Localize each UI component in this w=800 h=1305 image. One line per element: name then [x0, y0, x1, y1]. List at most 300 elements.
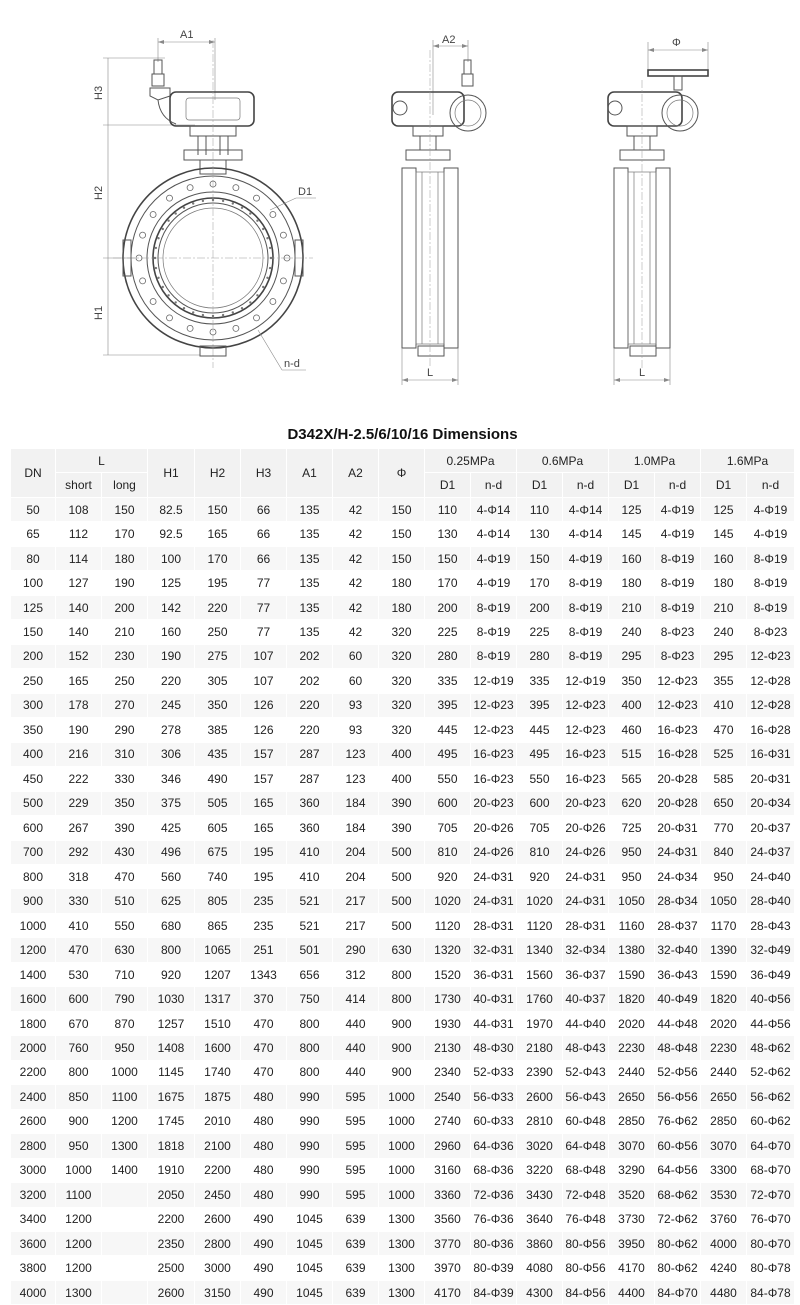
table-cell: 64-Φ56	[655, 1158, 701, 1182]
table-cell: 1730	[425, 987, 471, 1011]
table-cell: 60	[333, 644, 379, 668]
header-d1-06: D1	[517, 473, 563, 497]
bolt-hole	[140, 278, 146, 284]
table-cell: 800	[287, 1011, 333, 1035]
table-cell: 4-Φ19	[563, 546, 609, 570]
table-cell: 595	[333, 1183, 379, 1207]
table-cell: 1050	[609, 889, 655, 913]
table-cell: 3150	[195, 1280, 241, 1304]
table-cell: 400	[379, 742, 425, 766]
table-cell: 36-Φ37	[563, 962, 609, 986]
table-cell: 3360	[425, 1183, 471, 1207]
table-cell: 20-Φ37	[747, 816, 795, 840]
table-cell: 150	[379, 522, 425, 546]
table-cell: 190	[56, 718, 102, 742]
table-row	[11, 522, 795, 546]
table-row	[11, 962, 795, 986]
table-cell: 740	[195, 864, 241, 888]
label-l-middle: L	[427, 367, 434, 379]
table-cell: 210	[102, 620, 148, 644]
table-cell: 1818	[148, 1134, 195, 1158]
table-cell: 1200	[56, 1207, 102, 1231]
table-cell: 12-Φ28	[747, 693, 795, 717]
table-cell: 440	[333, 1060, 379, 1084]
table-cell: 16-Φ23	[563, 742, 609, 766]
table-cell: 50	[11, 497, 56, 521]
table-cell: 245	[148, 693, 195, 717]
table-cell: 16-Φ23	[563, 767, 609, 791]
header-pressure-16: 1.6MPa	[701, 449, 795, 473]
table-cell: 1317	[195, 987, 241, 1011]
table-cell: 2400	[11, 1085, 56, 1109]
table-cell: 220	[195, 595, 241, 619]
table-cell: 1800	[11, 1011, 56, 1035]
table-cell: 8-Φ19	[563, 644, 609, 668]
table-row	[11, 938, 795, 962]
table-cell: 92.5	[148, 522, 195, 546]
table-cell: 44-Φ56	[747, 1011, 795, 1035]
table-cell: 16-Φ23	[471, 767, 517, 791]
table-cell: 1970	[517, 1011, 563, 1035]
table-cell: 12-Φ23	[471, 718, 517, 742]
table-cell: 1600	[11, 987, 56, 1011]
table-cell: 4-Φ19	[471, 571, 517, 595]
table-cell: 20-Φ23	[563, 791, 609, 815]
header-pressure-10: 1.0MPa	[609, 449, 701, 473]
dimensions-table	[10, 420, 795, 1305]
table-cell: 320	[379, 620, 425, 644]
table-cell: 135	[287, 595, 333, 619]
table-cell: 1000	[379, 1158, 425, 1182]
table-cell: 920	[425, 864, 471, 888]
table-cell: 360	[287, 816, 333, 840]
table-cell: 4240	[701, 1256, 747, 1280]
table-cell: 24-Φ31	[471, 889, 517, 913]
seal-rivet	[222, 200, 224, 202]
table-cell: 550	[102, 913, 148, 937]
table-cell: 52-Φ33	[471, 1060, 517, 1084]
table-cell: 4-Φ19	[747, 497, 795, 521]
table-cell: 1000	[379, 1134, 425, 1158]
table-cell: 240	[609, 620, 655, 644]
table-cell: 270	[102, 693, 148, 717]
table-cell: 72-Φ70	[747, 1183, 795, 1207]
table-cell: 235	[241, 889, 287, 913]
table-cell: 1910	[148, 1158, 195, 1182]
bolt-hole	[150, 212, 156, 218]
header-nd-025: n-d	[471, 473, 517, 497]
table-cell: 24-Φ34	[655, 864, 701, 888]
table-cell: 1740	[195, 1060, 241, 1084]
header-h1: H1	[148, 449, 195, 498]
table-cell: 1045	[287, 1207, 333, 1231]
table-cell: 125	[11, 595, 56, 619]
bolt-hole	[270, 212, 276, 218]
table-cell: 605	[195, 816, 241, 840]
table-cell: 8-Φ19	[563, 595, 609, 619]
table-cell: 3520	[609, 1183, 655, 1207]
table-cell: 355	[701, 669, 747, 693]
table-cell: 1200	[56, 1256, 102, 1280]
table-cell: 126	[241, 718, 287, 742]
table-cell: 2810	[517, 1109, 563, 1133]
table-cell: 24-Φ31	[563, 864, 609, 888]
table-cell: 990	[287, 1183, 333, 1207]
table-cell: 287	[287, 742, 333, 766]
header-row-1	[11, 449, 795, 473]
table-cell: 1510	[195, 1011, 241, 1035]
table-cell: 165	[241, 791, 287, 815]
header-d1-16: D1	[701, 473, 747, 497]
table-cell: 2650	[609, 1085, 655, 1109]
table-cell: 470	[241, 1011, 287, 1035]
table-row	[11, 1011, 795, 1035]
table-cell: 1300	[379, 1280, 425, 1304]
table-cell: 370	[241, 987, 287, 1011]
table-cell: 56-Φ33	[471, 1085, 517, 1109]
table-cell: 1930	[425, 1011, 471, 1035]
seal-rivet	[157, 237, 159, 239]
table-cell: 2650	[701, 1085, 747, 1109]
table-cell: 1760	[517, 987, 563, 1011]
header-d1-10: D1	[609, 473, 655, 497]
table-cell: 710	[102, 962, 148, 986]
table-cell: 204	[333, 840, 379, 864]
table-cell: 170	[195, 546, 241, 570]
table-cell: 900	[379, 1060, 425, 1084]
table-cell: 3770	[425, 1232, 471, 1256]
table-cell: 4-Φ14	[471, 522, 517, 546]
seal-rivet	[270, 257, 272, 259]
seal-rivet	[232, 202, 234, 204]
table-cell: 150	[102, 497, 148, 521]
table-cell: 3400	[11, 1207, 56, 1231]
table-cell: 114	[56, 546, 102, 570]
table-cell: 585	[701, 767, 747, 791]
table-cell: 4170	[609, 1256, 655, 1280]
table-cell: 950	[56, 1134, 102, 1158]
seal-rivet	[162, 228, 164, 230]
table-row	[11, 913, 795, 937]
table-cell: 310	[102, 742, 148, 766]
table-cell: 346	[148, 767, 195, 791]
table-cell: 8-Φ19	[563, 571, 609, 595]
table-cell: 750	[287, 987, 333, 1011]
table-cell: 72-Φ62	[655, 1207, 701, 1231]
table-cell: 108	[56, 497, 102, 521]
table-cell: 190	[148, 644, 195, 668]
bolt-hole	[233, 325, 239, 331]
table-cell: 450	[11, 767, 56, 791]
table-cell: 84-Φ78	[747, 1280, 795, 1304]
table-row	[11, 669, 795, 693]
table-row	[11, 644, 795, 668]
seal-rivet	[167, 220, 169, 222]
table-row	[11, 693, 795, 717]
table-cell: 202	[287, 644, 333, 668]
table-cell: 28-Φ31	[471, 913, 517, 937]
table-cell: 2600	[195, 1207, 241, 1231]
bolt-hole	[280, 232, 286, 238]
table-cell: 287	[287, 767, 333, 791]
table-cell	[102, 1280, 148, 1304]
table-cell: 1160	[609, 913, 655, 937]
table-cell: 1020	[517, 889, 563, 913]
table-cell: 400	[11, 742, 56, 766]
table-cell: 135	[287, 522, 333, 546]
table-cell: 42	[333, 522, 379, 546]
table-cell: 295	[609, 644, 655, 668]
table-cell: 950	[609, 864, 655, 888]
table-cell: 350	[11, 718, 56, 742]
table-row	[11, 1158, 795, 1182]
table-cell	[102, 1183, 148, 1207]
table-cell: 2180	[517, 1036, 563, 1060]
table-cell: 135	[287, 620, 333, 644]
table-row	[11, 1134, 795, 1158]
seal-rivet	[154, 257, 156, 259]
table-cell: 200	[102, 595, 148, 619]
table-cell: 495	[425, 742, 471, 766]
table-cell: 600	[517, 791, 563, 815]
table-cell: 42	[333, 620, 379, 644]
table-cell: 24-Φ31	[471, 864, 517, 888]
table-cell: 24-Φ26	[563, 840, 609, 864]
table-cell: 8-Φ19	[471, 595, 517, 619]
seal-rivet	[175, 212, 177, 214]
technical-drawing	[0, 0, 800, 415]
table-cell: 4300	[517, 1280, 563, 1304]
table-row	[11, 1183, 795, 1207]
table-row	[11, 497, 795, 521]
table-cell: 16-Φ28	[747, 718, 795, 742]
seal-rivet	[167, 294, 169, 296]
table-cell: 3560	[425, 1207, 471, 1231]
seal-rivet	[262, 228, 264, 230]
table-row	[11, 1085, 795, 1109]
table-cell: 1000	[379, 1085, 425, 1109]
table-cell: 42	[333, 595, 379, 619]
table-cell: 760	[56, 1036, 102, 1060]
seal-rivet	[262, 286, 264, 288]
table-cell: 300	[11, 693, 56, 717]
table-cell: 435	[195, 742, 241, 766]
table-cell: 220	[287, 718, 333, 742]
table-cell: 490	[241, 1280, 287, 1304]
table-row	[11, 620, 795, 644]
label-nd: n-d	[284, 358, 300, 370]
table-cell: 800	[379, 962, 425, 986]
table-cell: 2800	[195, 1232, 241, 1256]
table-cell: 80-Φ70	[747, 1232, 795, 1256]
table-cell: 210	[701, 595, 747, 619]
table-cell: 12-Φ23	[655, 693, 701, 717]
table-cell: 521	[287, 889, 333, 913]
table-cell: 990	[287, 1085, 333, 1109]
table-row	[11, 742, 795, 766]
seal-rivet	[256, 220, 258, 222]
table-cell: 28-Φ34	[655, 889, 701, 913]
table-cell: 3530	[701, 1183, 747, 1207]
table-cell: 8-Φ23	[747, 620, 795, 644]
table-cell: 625	[148, 889, 195, 913]
table-cell: 2850	[609, 1109, 655, 1133]
table-cell: 515	[609, 742, 655, 766]
table-cell: 275	[195, 644, 241, 668]
table-cell: 80-Φ78	[747, 1256, 795, 1280]
table-cell: 32-Φ31	[471, 938, 517, 962]
table-cell: 3000	[11, 1158, 56, 1182]
table-cell: 100	[11, 571, 56, 595]
table-cell: 639	[333, 1280, 379, 1304]
table-cell: 24-Φ26	[471, 840, 517, 864]
table-cell: 60-Φ48	[563, 1109, 609, 1133]
table-cell: 16-Φ23	[655, 718, 701, 742]
table-cell: 60-Φ56	[655, 1134, 701, 1158]
table-cell: 290	[333, 938, 379, 962]
table-cell: 990	[287, 1109, 333, 1133]
table-cell: 44-Φ31	[471, 1011, 517, 1035]
table-cell: 500	[379, 840, 425, 864]
table-cell: 72-Φ48	[563, 1183, 609, 1207]
table-cell: 4-Φ19	[471, 546, 517, 570]
table-cell: 2020	[609, 1011, 655, 1035]
header-h3: H3	[241, 449, 287, 498]
table-cell: 495	[517, 742, 563, 766]
table-cell: 150	[379, 546, 425, 570]
table-cell: 127	[56, 571, 102, 595]
table-cell: 48-Φ30	[471, 1036, 517, 1060]
table-cell: 705	[517, 816, 563, 840]
table-cell: 1045	[287, 1232, 333, 1256]
table-cell: 4-Φ19	[655, 497, 701, 521]
table-cell: 2200	[148, 1207, 195, 1231]
table-cell: 1045	[287, 1256, 333, 1280]
seal-rivet	[202, 200, 204, 202]
table-cell: 12-Φ19	[471, 669, 517, 693]
header-dn: DN	[11, 449, 56, 498]
table-cell: 600	[56, 987, 102, 1011]
table-cell: 36-Φ43	[655, 962, 701, 986]
table-cell: 1000	[379, 1183, 425, 1207]
table-cell: 93	[333, 693, 379, 717]
table-cell: 140	[56, 620, 102, 644]
table-cell: 200	[517, 595, 563, 619]
table-cell: 20-Φ26	[563, 816, 609, 840]
table-cell: 3070	[609, 1134, 655, 1158]
table-cell: 1300	[379, 1207, 425, 1231]
table-cell: 330	[102, 767, 148, 791]
table-cell: 170	[102, 522, 148, 546]
table-cell: 180	[609, 571, 655, 595]
table-cell: 1590	[609, 962, 655, 986]
table-cell: 1390	[701, 938, 747, 962]
table-cell: 550	[425, 767, 471, 791]
table-cell: 202	[287, 669, 333, 693]
table-cell: 490	[241, 1207, 287, 1231]
table-cell: 375	[148, 791, 195, 815]
table-cell: 2390	[517, 1060, 563, 1084]
table-cell: 4-Φ14	[563, 522, 609, 546]
table-cell: 1120	[517, 913, 563, 937]
valve-drawing-svg	[0, 0, 800, 415]
header-phi: Φ	[379, 449, 425, 498]
table-cell: 4000	[11, 1280, 56, 1304]
table-cell: 250	[11, 669, 56, 693]
table-cell: 130	[425, 522, 471, 546]
table-cell: 4000	[701, 1232, 747, 1256]
table-cell: 480	[241, 1183, 287, 1207]
table-cell: 1590	[701, 962, 747, 986]
table-cell: 160	[609, 546, 655, 570]
table-cell: 2350	[148, 1232, 195, 1256]
table-cell: 112	[56, 522, 102, 546]
seal-rivet	[183, 207, 185, 209]
table-cell: 3160	[425, 1158, 471, 1182]
table-row	[11, 571, 795, 595]
table-cell: 135	[287, 571, 333, 595]
table-cell: 40-Φ31	[471, 987, 517, 1011]
table-cell: 2450	[195, 1183, 241, 1207]
table-cell: 550	[517, 767, 563, 791]
table-cell: 2600	[517, 1085, 563, 1109]
table-cell: 1408	[148, 1036, 195, 1060]
table-body	[11, 497, 795, 1304]
table-cell: 505	[195, 791, 241, 815]
table-cell: 400	[379, 767, 425, 791]
table-cell: 360	[287, 791, 333, 815]
label-h2: H2	[93, 185, 105, 200]
table-cell: 510	[102, 889, 148, 913]
table-cell: 630	[379, 938, 425, 962]
table-cell: 42	[333, 571, 379, 595]
table-cell: 295	[701, 644, 747, 668]
table-cell: 16-Φ28	[655, 742, 701, 766]
table-cell: 80-Φ36	[471, 1232, 517, 1256]
table-cell: 3600	[11, 1232, 56, 1256]
table-cell: 36-Φ49	[747, 962, 795, 986]
table-cell: 150	[11, 620, 56, 644]
seal-rivet	[192, 202, 194, 204]
table-cell: 1030	[148, 987, 195, 1011]
label-d1: D1	[298, 186, 313, 198]
table-cell: 496	[148, 840, 195, 864]
table-cell: 350	[195, 693, 241, 717]
table-cell: 2600	[148, 1280, 195, 1304]
table-cell: 8-Φ19	[563, 620, 609, 644]
table-cell: 240	[701, 620, 747, 644]
table-cell: 840	[701, 840, 747, 864]
table-cell: 80-Φ56	[563, 1232, 609, 1256]
table-cell: 8-Φ19	[747, 571, 795, 595]
table-cell: 184	[333, 816, 379, 840]
table-cell: 12-Φ23	[747, 644, 795, 668]
table-cell: 1257	[148, 1011, 195, 1035]
header-a1: A1	[287, 449, 333, 498]
table-cell: 460	[609, 718, 655, 742]
header-nd-10: n-d	[655, 473, 701, 497]
table-cell: 1300	[379, 1232, 425, 1256]
seal-rivet	[192, 311, 194, 313]
table-cell: 60-Φ62	[747, 1109, 795, 1133]
table-cell: 318	[56, 864, 102, 888]
side-view-a2	[392, 34, 486, 385]
table-row	[11, 546, 795, 570]
bolt-hole	[187, 185, 193, 191]
label-l-right: L	[639, 367, 646, 379]
table-cell: 530	[56, 962, 102, 986]
table-cell: 1380	[609, 938, 655, 962]
